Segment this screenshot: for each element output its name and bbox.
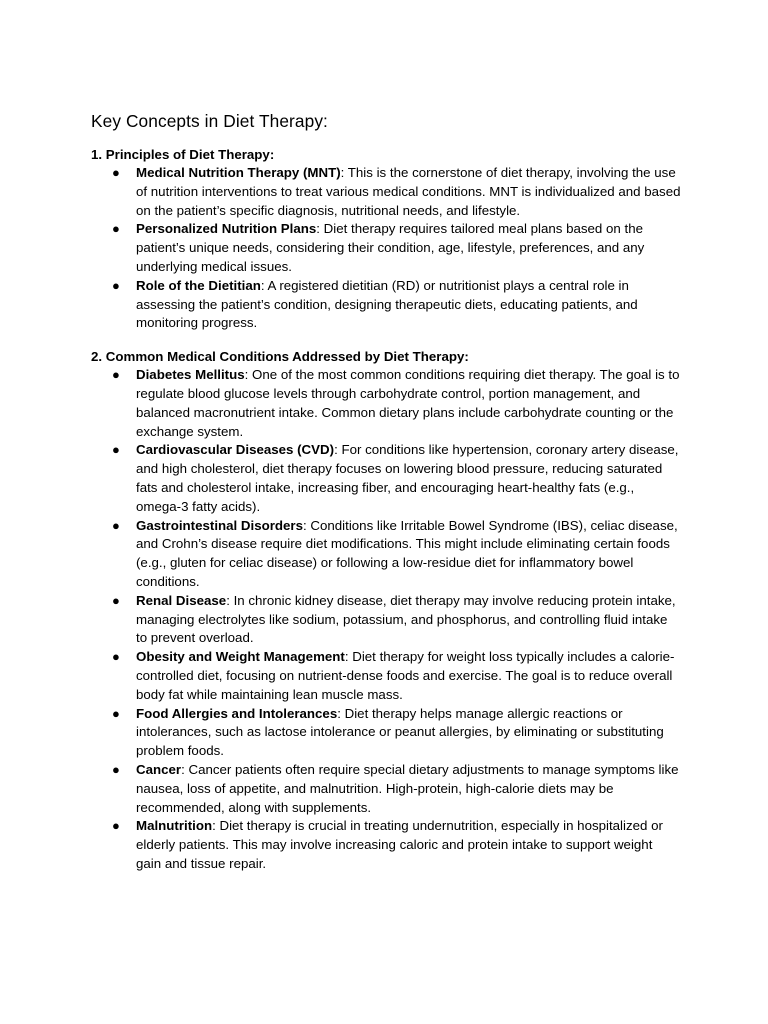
- bullet-term: Obesity and Weight Management: [136, 649, 345, 665]
- bullet-text: : Cancer patients often require special dietary adjustments to manage symptoms like nausea, loss of appetite, and malnutrition. High-protein, high-calorie diets may be recommended, along with supplements.: [136, 761, 679, 815]
- bullet-text: : A registered dietitian (RD) or nutritionist plays a central role in assessing the patient’s condition, designing therapeutic diets, educating patients, and monitoring progress.: [136, 277, 638, 331]
- bullet-icon: ●: [112, 517, 120, 533]
- bullet-icon: ●: [112, 818, 120, 834]
- principles-list: [91, 164, 691, 333]
- bullet-text: : For conditions like hypertension, coronary artery disease, and high cholesterol, diet therapy focuses on lowering blood pressure, reducing saturated fats and cholesterol intake, increasing fiber, and encouraging heart-healthy fats (e.g., omega-3 fatty acids).: [136, 442, 679, 514]
- bullet-term: Malnutrition: [136, 818, 213, 834]
- bullet-icon: ●: [112, 442, 120, 458]
- list-item: [91, 164, 681, 220]
- bullet-term: Cancer: [136, 761, 182, 777]
- list-item: [91, 441, 681, 516]
- bullet-icon: ●: [112, 367, 120, 383]
- bullet-text: : Diet therapy helps manage allergic reactions or intolerances, such as lactose intolerance or peanut allergies, by eliminating or substituting problem foods.: [136, 705, 664, 759]
- bullet-text: : Diet therapy requires tailored meal plans based on the patient’s unique needs, considering their condition, age, lifestyle, preferences, and any underlying medical issues.: [136, 221, 645, 274]
- document-title: Key Concepts in Diet Therapy:: [91, 111, 328, 131]
- bullet-text: : In chronic kidney disease, diet therapy may involve reducing protein intake, managing electrolytes like sodium, potassium, and phosphorus, and controlling fluid intake to prevent overload.: [136, 592, 676, 646]
- list-item: [91, 705, 681, 761]
- bullet-icon: ●: [112, 277, 120, 293]
- bullet-term: Medical Nutrition Therapy (MNT): [136, 165, 341, 180]
- bullet-text: : Diet therapy for weight loss typically includes a calorie-controlled diet, focusing on nutrient-dense foods and exercise. The goal is to reduce overall body fat while maintaining lean muscle mass.: [136, 649, 675, 702]
- list-item: [91, 366, 681, 441]
- list-item: [91, 761, 681, 817]
- list-item: [91, 648, 681, 704]
- bullet-text: : This is the cornerstone of diet therapy, involving the use of nutrition interventions to treat various medical conditions. MNT is individualized and based on the patient’s specific diagnosis, nutritional needs, and lifestyle.: [136, 165, 681, 218]
- bullet-text: : One of the most common conditions requiring diet therapy. The goal is to regulate blood glucose levels through carbohydrate control, portion management, and balanced macronutrient intake. Common dietary plans include carbohydrate counting or the exchange system.: [136, 367, 680, 439]
- bullet-term: Personalized Nutrition Plans: [136, 221, 317, 237]
- section-heading-principles: 1. Principles of Diet Therapy:: [91, 147, 275, 162]
- bullet-icon: ●: [112, 221, 120, 237]
- section-heading-conditions: 2. Common Medical Conditions Addressed by Diet Therapy:: [91, 349, 469, 365]
- list-item: [91, 592, 681, 648]
- bullet-term: Food Allergies and Intolerances: [136, 705, 338, 721]
- bullet-term: Gastrointestinal Disorders: [136, 517, 303, 533]
- bullet-text: : Diet therapy is crucial in treating undernutrition, especially in hospitalized or elderly patients. This may involve increasing caloric and protein intake to support weight gain and tissue repair.: [136, 818, 663, 871]
- list-item: [91, 277, 681, 333]
- list-item: [91, 517, 681, 592]
- document-body: [91, 109, 691, 874]
- bullet-term: Diabetes Mellitus: [136, 367, 245, 383]
- bullet-term: Renal Disease: [136, 592, 227, 608]
- list-item: [91, 817, 681, 873]
- conditions-list: [91, 366, 691, 874]
- bullet-term: Cardiovascular Diseases (CVD): [136, 442, 335, 458]
- bullet-text: : Conditions like Irritable Bowel Syndrome (IBS), celiac disease, and Crohn’s disease require diet modifications. This might include eliminating certain foods (e.g., gluten for celiac disease) or following a low-residue diet for inflammatory bowel conditions.: [136, 517, 678, 589]
- bullet-icon: ●: [112, 705, 120, 721]
- bullet-icon: ●: [112, 165, 120, 180]
- bullet-icon: ●: [112, 592, 120, 608]
- bullet-icon: ●: [112, 649, 120, 665]
- bullet-icon: ●: [112, 761, 120, 777]
- bullet-term: Role of the Dietitian: [136, 277, 261, 293]
- list-item: [91, 220, 681, 276]
